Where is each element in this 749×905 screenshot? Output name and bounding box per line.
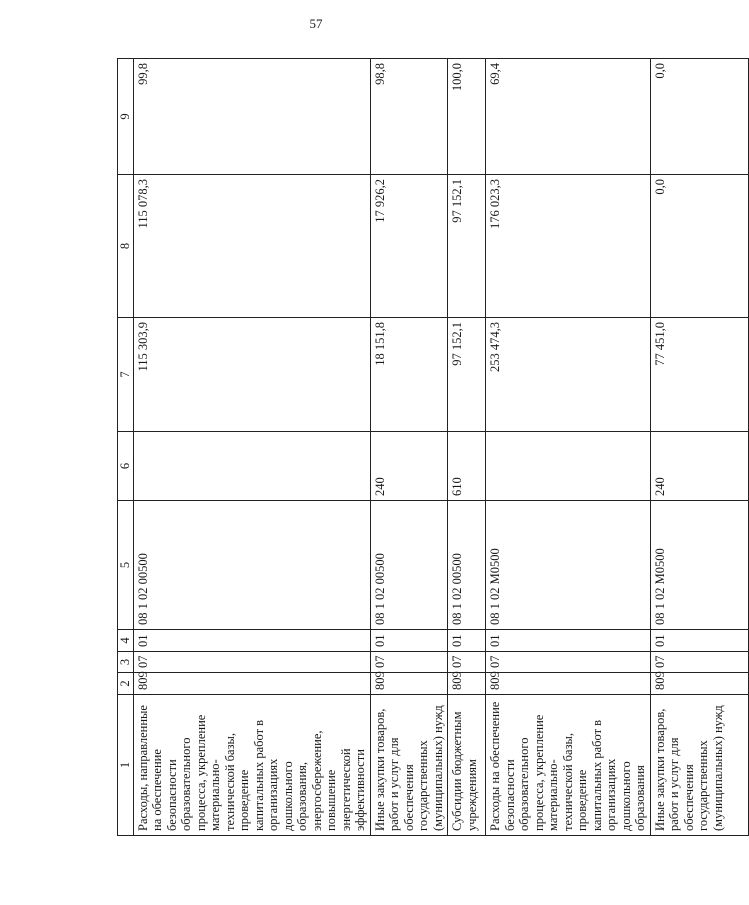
planned-amount: 77 451,0: [650, 318, 748, 432]
expense-type: [133, 432, 370, 501]
row-name: Иные закупки товаров, работ и услуг для обеспечения государственных (муниципальных) нужд: [370, 695, 448, 836]
header-cell: 1: [118, 695, 134, 836]
ministry-code: 809: [448, 673, 486, 695]
table-row: [650, 59, 748, 836]
ministry-code: 809: [370, 673, 448, 695]
target-article: 08 1 02 00500: [133, 501, 370, 630]
section-code: 07: [370, 652, 448, 673]
target-article: 08 1 02 M0500: [486, 501, 651, 630]
ministry-code: 809: [650, 673, 748, 695]
expense-type: 610: [448, 432, 486, 501]
planned-amount: 253 474,3: [486, 318, 651, 432]
executed-amount: 0,0: [650, 175, 748, 318]
expense-type: [486, 432, 651, 501]
row-name: Расходы на обеспечение безопасности образовательного процесса, укрепление материально-технической базы, проведение капитальных работ в организациях дошкольного образования: [486, 695, 651, 836]
execution-percent: 100,0: [448, 59, 486, 175]
planned-amount: 97 152,1: [448, 318, 486, 432]
executed-amount: 176 023,3: [486, 175, 651, 318]
row-name: Расходы, направленные на обеспечение безопасности образовательного процесса, укрепление материально-технической базы, проведение капитальных работ в организациях дошкольного образования, энергосбережение, повышение энергетической эффективности: [133, 695, 370, 836]
execution-percent: 69,4: [486, 59, 651, 175]
ministry-code: 809: [133, 673, 370, 695]
table-row: [486, 59, 651, 836]
header-cell: 9: [118, 59, 134, 175]
subsection-code: 01: [370, 630, 448, 652]
row-name: Субсидии бюджетным учреждениям: [448, 695, 486, 836]
header-cell: 4: [118, 630, 134, 652]
header-cell: 5: [118, 501, 134, 630]
table-row: [133, 59, 370, 836]
header-row: [118, 59, 134, 836]
section-code: 07: [133, 652, 370, 673]
executed-amount: 115 078,3: [133, 175, 370, 318]
executed-amount: 17 926,2: [370, 175, 448, 318]
header-cell: 3: [118, 652, 134, 673]
subsection-code: 01: [486, 630, 651, 652]
table-row: [448, 59, 486, 836]
target-article: 08 1 02 00500: [370, 501, 448, 630]
section-code: 07: [448, 652, 486, 673]
planned-amount: 18 151,8: [370, 318, 448, 432]
table-row: [370, 59, 448, 836]
subsection-code: 01: [650, 630, 748, 652]
header-cell: 6: [118, 432, 134, 501]
expense-type: 240: [370, 432, 448, 501]
header-cell: 7: [118, 318, 134, 432]
section-code: 07: [486, 652, 651, 673]
target-article: 08 1 02 M0500: [650, 501, 748, 630]
header-cell: 8: [118, 175, 134, 318]
ministry-code: 809: [486, 673, 651, 695]
section-code: 07: [650, 652, 748, 673]
subsection-code: 01: [448, 630, 486, 652]
executed-amount: 97 152,1: [448, 175, 486, 318]
header-cell: 2: [118, 673, 134, 695]
expense-type: 240: [650, 432, 748, 501]
row-name: Иные закупки товаров, работ и услуг для обеспечения государственных (муниципальных) нужд: [650, 695, 748, 836]
rotated-table-container: [117, 59, 725, 836]
budget-table: [117, 58, 749, 836]
planned-amount: 115 303,9: [133, 318, 370, 432]
subsection-code: 01: [133, 630, 370, 652]
page-number: 57: [309, 16, 323, 31]
target-article: 08 1 02 00500: [448, 501, 486, 630]
execution-percent: 0,0: [650, 59, 748, 175]
execution-percent: 98,8: [370, 59, 448, 175]
execution-percent: 99,8: [133, 59, 370, 175]
